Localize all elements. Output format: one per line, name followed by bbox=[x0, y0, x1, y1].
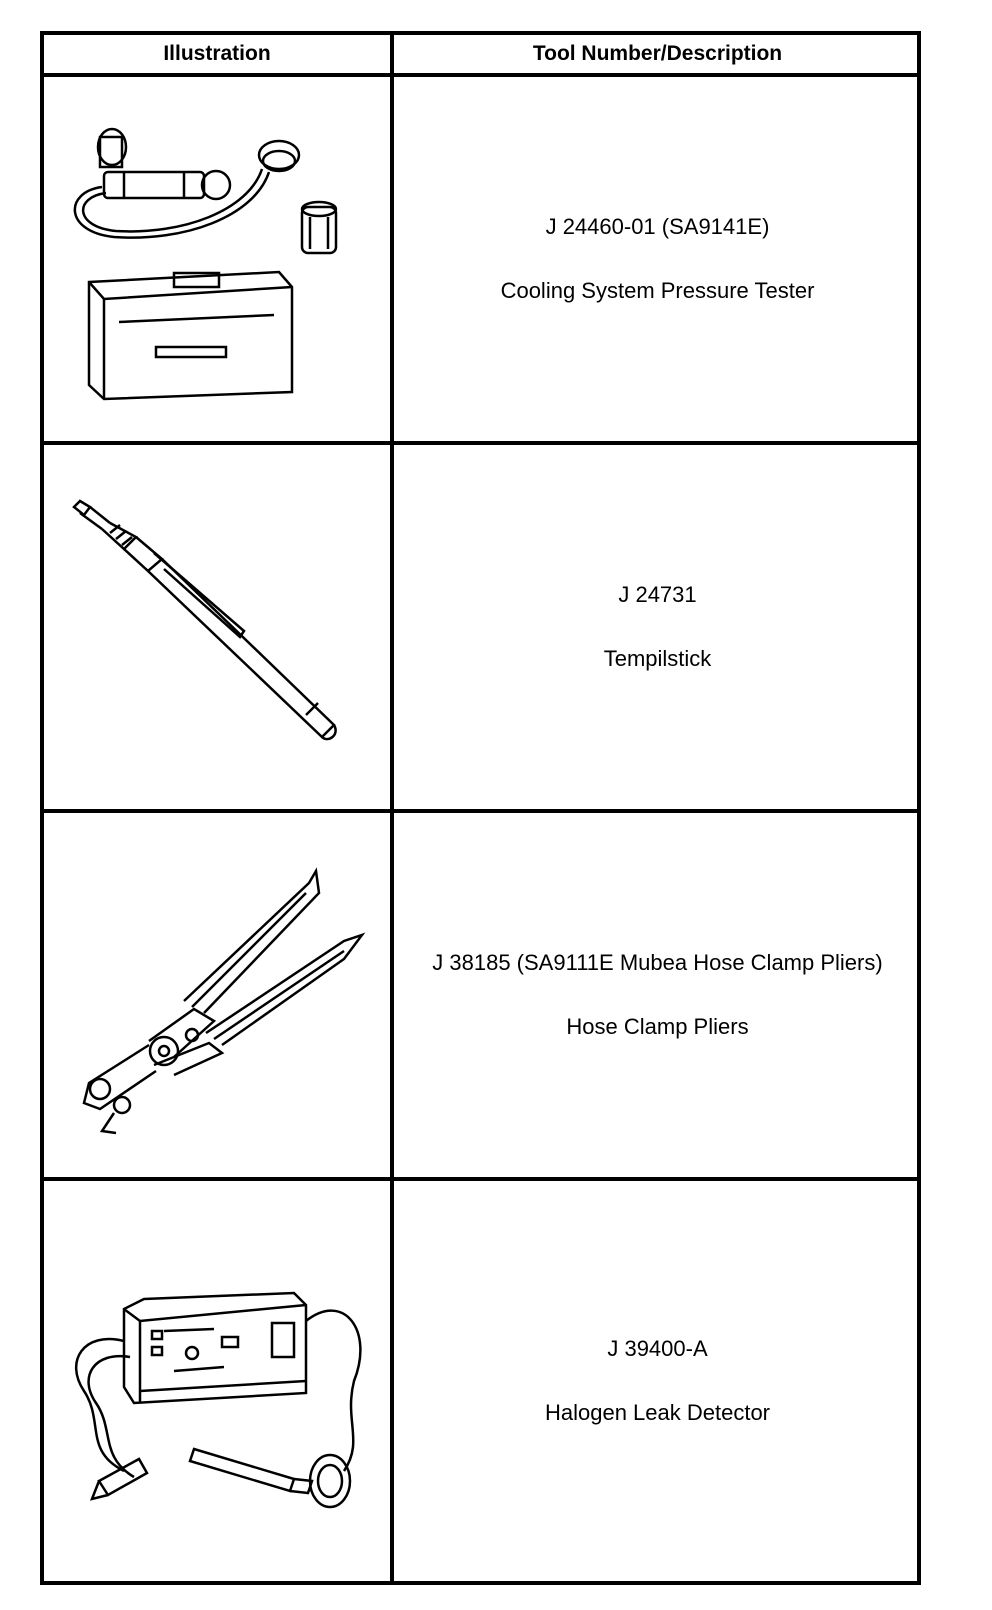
illustration-cell bbox=[44, 445, 390, 809]
table-row bbox=[44, 77, 917, 445]
tool-number: J 39400-A bbox=[607, 1336, 708, 1361]
description-cell bbox=[394, 445, 921, 809]
table-row bbox=[44, 445, 917, 813]
table-row bbox=[44, 1181, 917, 1581]
header-illustration: Illustration bbox=[163, 42, 271, 65]
tempilstick-icon bbox=[44, 445, 390, 809]
tool-description: Cooling System Pressure Tester bbox=[500, 278, 815, 303]
table-header bbox=[44, 35, 917, 77]
illustration-cell bbox=[44, 77, 390, 441]
tool-number: J 24731 bbox=[618, 582, 697, 607]
description-cell bbox=[394, 77, 921, 441]
illustration-cell bbox=[44, 1181, 390, 1581]
tool-number: J 24460-01 (SA9141E) bbox=[545, 214, 770, 239]
pressure-tester-icon bbox=[44, 77, 390, 441]
leak-detector-icon bbox=[44, 1181, 390, 1577]
tool-description: Tempilstick bbox=[603, 646, 712, 671]
tool-number: J 38185 (SA9111E Mubea Hose Clamp Pliers) bbox=[432, 950, 883, 975]
illustration-cell bbox=[44, 813, 390, 1177]
tool-description: Hose Clamp Pliers bbox=[566, 1014, 749, 1039]
table-row bbox=[44, 813, 917, 1181]
description-cell bbox=[394, 813, 921, 1177]
column-divider bbox=[390, 35, 394, 1581]
header-tool-number-description: Tool Number/Description bbox=[532, 42, 783, 65]
tool-description: Halogen Leak Detector bbox=[544, 1400, 771, 1425]
hose-clamp-pliers-icon bbox=[44, 813, 390, 1177]
tool-table bbox=[40, 31, 921, 1585]
description-cell bbox=[394, 1181, 921, 1581]
